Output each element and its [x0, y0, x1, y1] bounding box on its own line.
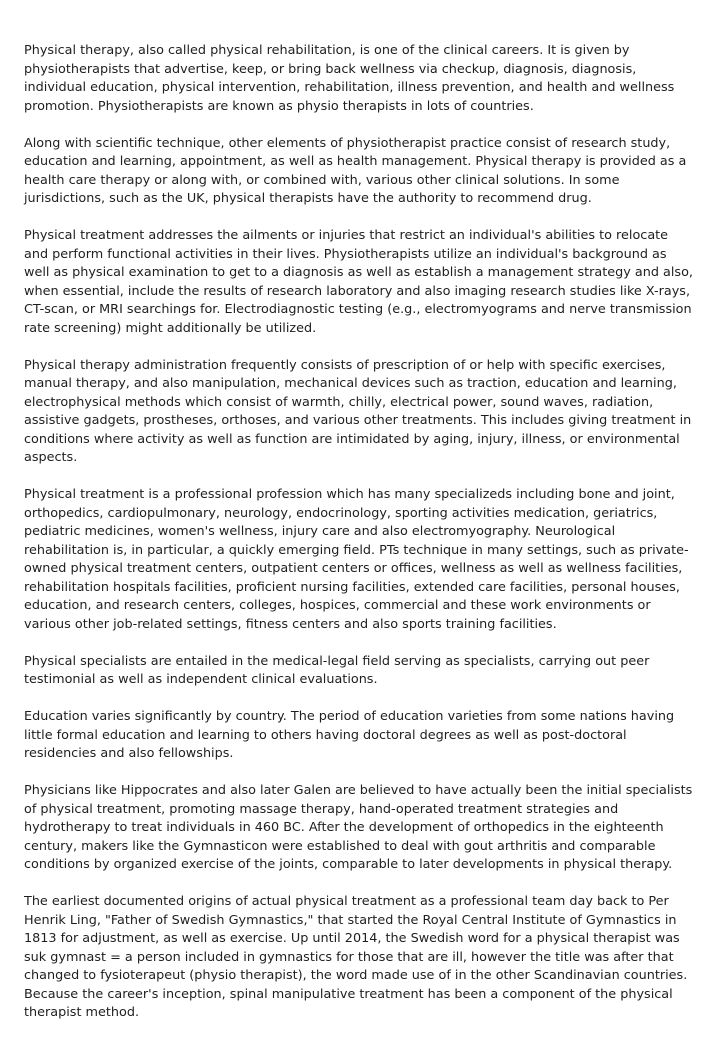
paragraph-3: Physical treatment addresses the ailments or injuries that restrict an individual's abilities to relocate and perform functional activities in their lives. Physiotherapists utilize an individual's background as well as physical examination to get to a diagnosis as well as establish a management strategy and also, when essential, include the results of research laboratory and also imaging research studies like X-rays, CT-scan, or MRI searchings for. Electrodiagnostic testing (e.g., electromyograms and nerve transmission rate screening) might additionally be utilized.: [24, 228, 693, 336]
paragraph-7: Education varies significantly by country. The period of education varieties from some nations having little formal education and learning to others having doctoral degrees as well as post-doctoral residencies and also fellowships.: [24, 709, 675, 761]
paragraph-6: Physical specialists are entailed in the medical-legal field serving as specialists, carrying out peer testimonial as well as independent clinical evaluations.: [24, 653, 650, 687]
paragraph-4: Physical therapy administration frequently consists of prescription of or help with specific exercises, manual therapy, and also manipulation, mechanical devices such as traction, education and learning, electrophysical methods which consist of warmth, chilly, electrical power, sound waves, radiation, assistive gadgets, prostheses, orthoses, and various other treatments. This includes giving treatment in conditions where activity as well as function are intimidated by aging, injury, illness, or environmental aspects.: [24, 357, 692, 465]
paragraph-9: The earliest documented origins of actual physical treatment as a professional team day back to Per Henrik Ling, "Father of Swedish Gymnastics," that started the Royal Central Institute of Gymnastics in 1813 for adjustment, as well as exercise. Up until 2014, the Swedish word for a physical therapist was suk gymnast = a person included in gymnastics for those that are ill, however the title was after that changed to fysioterapeut (physio therapist), the word made use of in the other Scandinavian countries. Because the career's inception, spinal manipulative treatment has been a component of the physical therapist method.: [24, 894, 688, 1020]
article-body: [24, 42, 696, 1041]
paragraph-2: Along with scientific technique, other elements of physiotherapist practice consist of research study, education and learning, appointment, as well as health management. Physical therapy is provided as a health care therapy or along with, or combined with, various other clinical solutions. In some jurisdictions, such as the UK, physical therapists have the authority to recommend drug.: [24, 135, 687, 206]
paragraph-1: Physical therapy, also called physical rehabilitation, is one of the clinical careers. It is given by physiotherapists that advertise, keep, or bring back wellness via checkup, diagnosis, diagnosis, individual education, physical intervention, rehabilitation, illness prevention, and health and wellness promotion. Physiotherapists are known as physio therapists in lots of countries.: [24, 43, 675, 114]
paragraph-5: Physical treatment is a professional profession which has many specializeds including bone and joint, orthopedics, cardiopulmonary, neurology, endocrinology, sporting activities medication, geriatrics, pediatric medicines, women's wellness, injury care and also electromyography. Neurological rehabilitation is, in particular, a quickly emerging field. PTs technique in many settings, such as private-owned physical treatment centers, outpatient centers or offices, wellness as well as wellness facilities, rehabilitation hospitals facilities, proficient nursing facilities, extended care facilities, personal houses, education, and research centers, colleges, hospices, commercial and these work environments or various other job-related settings, fitness centers and also sports training facilities.: [24, 487, 689, 632]
paragraph-8: Physicians like Hippocrates and also later Galen are believed to have actually been the initial specialists of physical treatment, promoting massage therapy, hand-operated treatment strategies and hydrotherapy to treat individuals in 460 BC. After the development of orthopedics in the eighteenth century, makers like the Gymnasticon were established to deal with gout arthritis and comparable conditions by organized exercise of the joints, comparable to later developments in physical therapy.: [24, 783, 693, 872]
